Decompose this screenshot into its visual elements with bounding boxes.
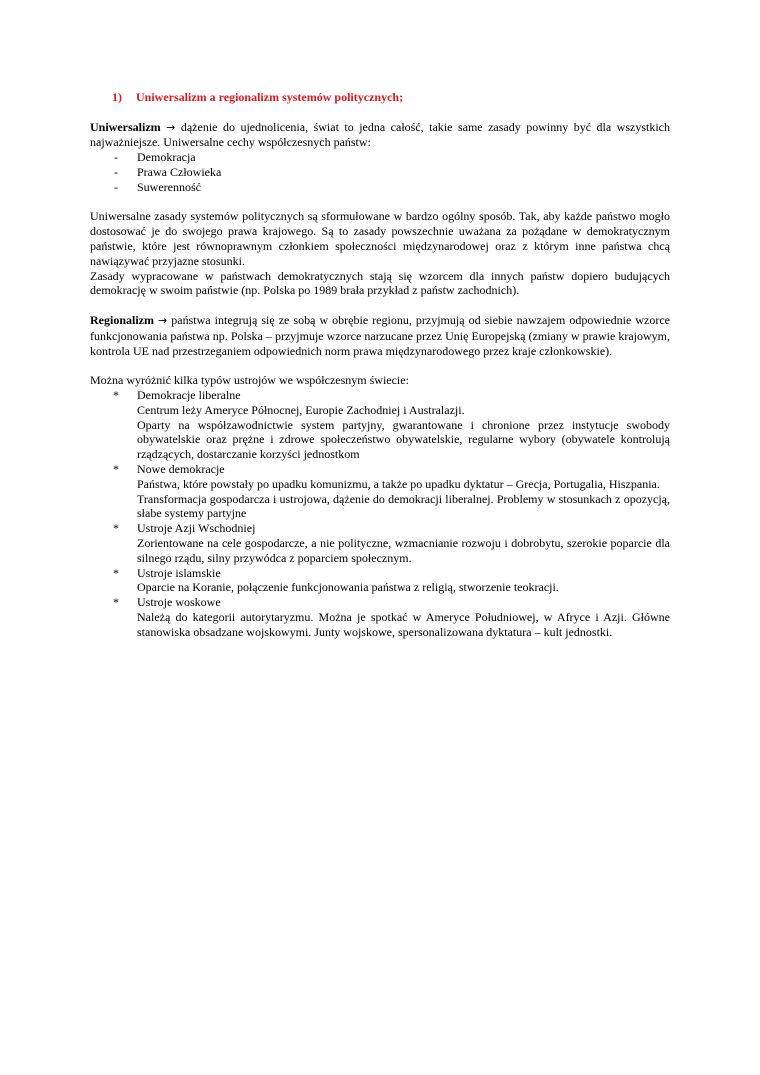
regionalism-definition — [90, 313, 670, 358]
type-description: Centrum leży Ameryce Północnej, Europie Zachodniej i Australazji. — [137, 402, 465, 417]
list-item: * Ustroje islamskie Oparcie na Koranie, połączenie funkcjonowania państwa z religią, stworzenie teokracji. — [90, 566, 670, 596]
types-intro: Można wyróżnić kilka typów ustrojów we współczesnym świecie: — [90, 373, 409, 388]
arrow-right-icon: → — [166, 120, 176, 134]
type-description: Należą do kategorii autorytaryzmu. Można je spotkać w Ameryce Południowej, w Afryce i Azji. Główne stanowiska obsadzane wojskowymi. Junty wojskowe, spersonalizowana dyktatura – kult jednostki. — [137, 609, 670, 639]
type-description: Zorientowane na cele gospodarcze, a nie polityczne, wzmacnianie rozwoju i dobrobytu, szerokie poparcie dla silnego rządu, silny przywódca z poparciem społecznym. — [137, 535, 670, 565]
universalism-definition — [90, 120, 670, 151]
list-item: - Prawa Człowieka — [114, 164, 222, 179]
universal-paragraph-2: Zasady wypracowane w państwach demokratycznych stają się wzorcem dla innych państw dopiero budujących demokrację w swoim państwie (np. Polska po 1989 brała przykład z państw zachodnich). — [90, 268, 670, 298]
type-description: Oparcie na Koranie, połączenie funkcjonowania państwa z religią, stworzenie teokracji. — [137, 580, 559, 595]
universalism-text: dążenie do ujednolicenia, świat to jedna całość, takie same zasady powinny być dla wszystkich najważniejsze. Uniwersalne cechy współczesnych państw: — [90, 119, 670, 150]
regime-types-list — [90, 388, 670, 640]
type-name: Nowe demokracje — [137, 461, 225, 476]
list-item: * Nowe demokracje Państwa, które powstały po upadku komunizmu, a także po upadku dyktatur – Grecja, Portugalia, Hiszpania. Transformacja gospodarcza i ustrojowa, dążenie do demokracji liberalnej. Problemy w stosunkach z opozycją, słabe systemy partyjne — [113, 461, 670, 521]
type-description: Transformacja gospodarcza i ustrojowa, dążenie do demokracji liberalnej. Problemy w stosunkach z opozycją, słabe systemy partyjne — [137, 491, 670, 521]
type-name: Ustroje Azji Wschodniej — [137, 521, 256, 536]
universal-features-list — [90, 150, 670, 194]
type-description: Państwa, które powstały po upadku komunizmu, a także po upadku dyktatur – Grecja, Portugalia, Hiszpania. — [137, 476, 660, 491]
document-page — [90, 90, 670, 639]
regionalism-text: państwa integrują się ze sobą w obrębie regionu, przyjmują od siebie nawzajem odpowiednie wzorce funkcjonowania państwa np. Polska – przyjmuje wzorce narzucane przez Unię Europejską (zmiany w prawie krajowym, kontrola UE nad przestrzeganiem odpowiednich norm prawa międzynarodowego przez kraje członkowskie). — [90, 312, 670, 358]
heading-title: Uniwersalizm a regionalizm systemów politycznych; — [136, 90, 404, 104]
arrow-right-icon: → — [158, 313, 168, 327]
list-item: * Ustroje woskowe Należą do kategorii autorytaryzmu. Można je spotkać w Ameryce Południowej, w Afryce i Azji. Główne stanowiska obsadzane wojskowymi. Junty wojskowe, spersonalizowana dyktatura – kult jednostki. — [113, 595, 670, 639]
list-item: * Demokracje liberalne Centrum leży Ameryce Północnej, Europie Zachodniej i Australazji. Oparty na współzawodnictwie system partyjny, gwarantowane i chronione przez instytucje swobody obywatelskie oraz prężne i zdrowe społeczeństwo obywatelskie, regularne wybory (obywatele kontrolują rządzących, dostarczanie korzyści jednostkom — [113, 387, 670, 462]
section-heading — [112, 90, 670, 105]
list-item: - Suwerenność — [114, 179, 201, 194]
type-description: Oparty na współzawodnictwie system partyjny, gwarantowane i chronione przez instytucje swobody obywatelskie oraz prężne i zdrowe społeczeństwo obywatelskie, regularne wybory (obywatele kontrolują rządzących, dostarczanie korzyści jednostkom — [137, 417, 670, 462]
list-item: - Demokracja — [114, 150, 196, 165]
universalism-term: Uniwersalizm — [90, 119, 161, 134]
type-name: Ustroje islamskie — [137, 565, 221, 580]
list-item: * Ustroje Azji Wschodniej Zorientowane na cele gospodarcze, a nie polityczne, wzmacnianie rozwoju i dobrobytu, szerokie poparcie dla silnego rządu, silny przywódca z poparciem społecznym. — [113, 521, 670, 565]
type-name: Demokracje liberalne — [137, 387, 241, 402]
heading-number: 1) — [112, 90, 122, 104]
regionalism-term: Regionalizm — [90, 312, 154, 327]
universal-paragraph: Uniwersalne zasady systemów politycznych są sformułowane w bardzo ogólny sposób. Tak, aby każde państwo mogło dostosować je do swojego prawa krajowego. Są to zasady powszechnie uważana za pożądane w demokratycznym państwie, które jest równoprawnym członkiem społeczności międzynarodowej oraz z którym inne państwa chcą nawiązywać przyjazne stosunki. — [90, 209, 670, 268]
type-name: Ustroje woskowe — [137, 595, 221, 610]
